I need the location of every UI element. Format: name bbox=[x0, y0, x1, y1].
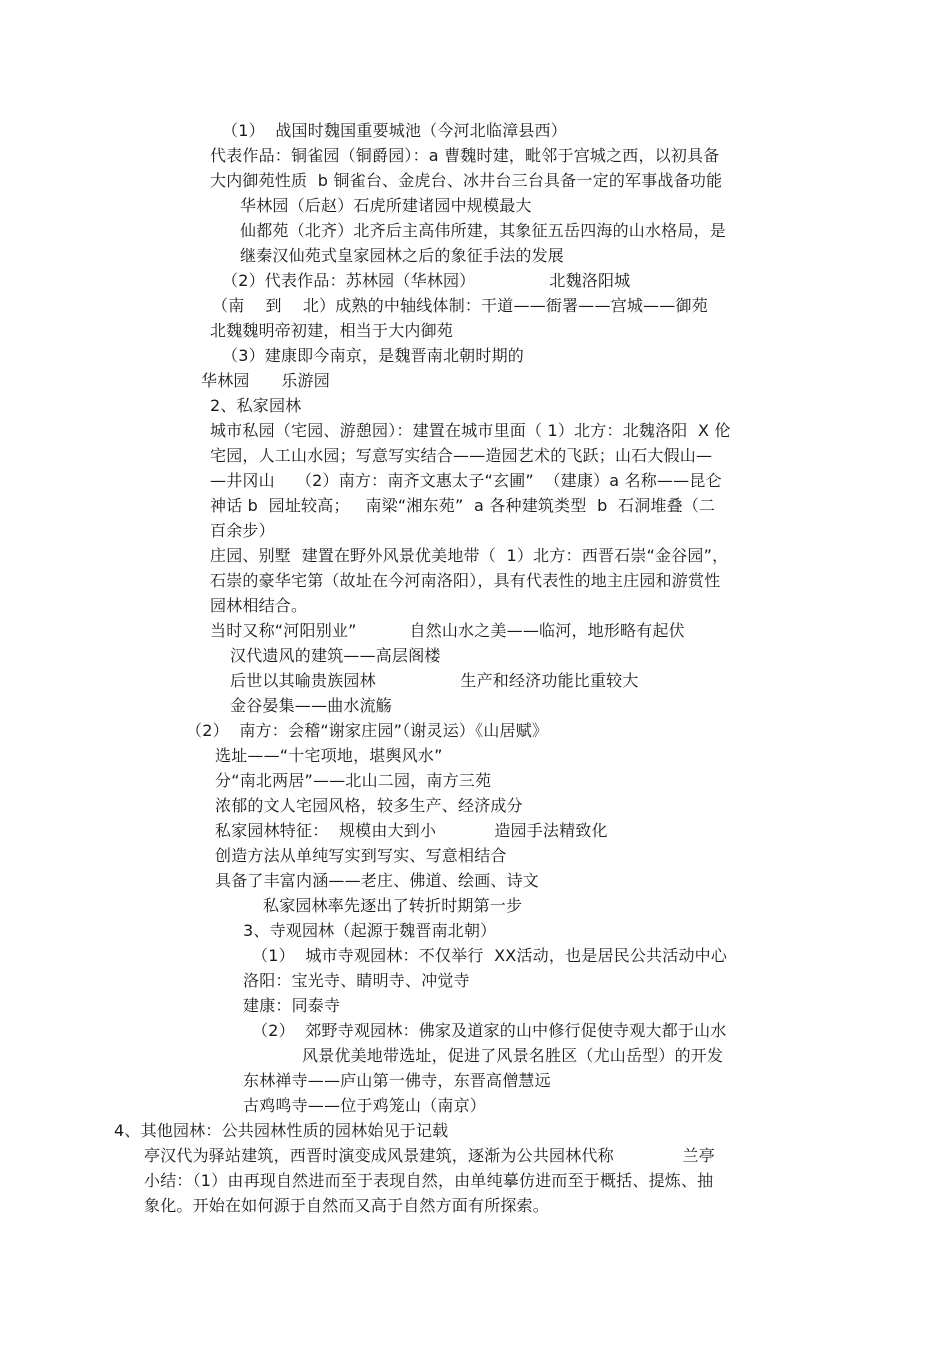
text-line: 宅园，人工山水园；写意写实结合——造园艺术的飞跃；山石大假山— bbox=[210, 446, 713, 465]
text-line: 古鸡鸣寺——位于鸡笼山（南京） bbox=[243, 1096, 487, 1115]
text-line: 具备了丰富内涵——老庄、佛道、绘画、诗文 bbox=[215, 871, 540, 890]
section-heading: 4、其他园林：公共园林性质的园林始见于记载 bbox=[114, 1121, 449, 1140]
text-line: 金谷晏集——曲水流觞 bbox=[230, 696, 393, 715]
text-line: 亭汉代为驿站建筑，西晋时演变成风景建筑，逐渐为公共园林代称 兰亭 bbox=[144, 1146, 715, 1165]
text-line: 华林园 乐游园 bbox=[201, 371, 330, 390]
text-line: （2） 南方：会稽“谢家庄园”（谢灵运）《山居赋》 bbox=[186, 721, 549, 740]
text-line: 神话 b 园址较高； 南梁“湘东苑” a 各种建筑类型 b 石洞堆叠（二 bbox=[210, 496, 716, 515]
text-line: 后世以其喻贵族园林 生产和经济功能比重较大 bbox=[230, 671, 639, 690]
text-line: 建康：同泰寺 bbox=[243, 996, 341, 1015]
text-line: 北魏魏明帝初建，相当于大内御苑 bbox=[210, 321, 454, 340]
text-line: （2） 郊野寺观园林：佛家及道家的山中修行促使寺观大都于山水 bbox=[252, 1021, 727, 1040]
text-line: 石崇的豪华宅第（故址在今河南洛阳），具有代表性的地主庄园和游赏性 bbox=[210, 571, 721, 590]
text-line: 东林禅寺——庐山第一佛寺，东晋高僧慧远 bbox=[243, 1071, 551, 1090]
text-line: （南 到 北）成熟的中轴线体制：干道——衙署——宫城——御苑 bbox=[212, 296, 708, 315]
text-line: —井冈山 （2）南方：南齐文惠太子“玄圃” （建康）a 名称——昆仑 bbox=[210, 471, 722, 490]
text-line: 大内御苑性质 b 铜雀台、金虎台、冰井台三台具备一定的军事战备功能 bbox=[210, 171, 723, 190]
text-line: 继秦汉仙苑式皇家园林之后的象征手法的发展 bbox=[240, 246, 565, 265]
text-line: 小结：（1）由再现自然进而至于表现自然，由单纯摹仿进而至于概括、提炼、抽 bbox=[144, 1171, 714, 1190]
text-line: （2）代表作品：苏林园（华林园） 北魏洛阳城 bbox=[222, 271, 631, 290]
text-line: 创造方法从单纯写实到写实、写意相结合 bbox=[215, 846, 507, 865]
text-line: 风景优美地带选址，促进了风景名胜区（尤山岳型）的开发 bbox=[302, 1046, 724, 1065]
section-heading: 2、私家园林 bbox=[210, 396, 302, 415]
text-line: 园林相结合。 bbox=[210, 596, 308, 615]
text-line: 选址——“十宅项地，堪舆风水” bbox=[215, 746, 443, 765]
text-line: （3）建康即今南京，是魏晋南北朝时期的 bbox=[222, 346, 524, 365]
text-line: 洛阳：宝光寺、睛明寺、冲觉寺 bbox=[243, 971, 470, 990]
text-line: 私家园林率先逐出了转折时期第一步 bbox=[263, 896, 523, 915]
text-line: 庄园、别墅 建置在野外风景优美地带（ 1）北方：西晋石崇“金谷园”， bbox=[210, 546, 729, 565]
section-heading: 3、寺观园林（起源于魏晋南北朝） bbox=[243, 921, 497, 940]
text-line: （1） 战国时魏国重要城池（今河北临漳县西） bbox=[222, 121, 567, 140]
text-line: 分“南北两居”——北山二园，南方三苑 bbox=[215, 771, 492, 790]
text-line: 仙都苑（北齐）北齐后主高伟所建，其象征五岳四海的山水格局，是 bbox=[240, 221, 727, 240]
text-line: 象化。开始在如何源于自然而又高于自然方面有所探索。 bbox=[144, 1196, 550, 1215]
text-line: 汉代遗风的建筑——高层阁楼 bbox=[230, 646, 441, 665]
text-line: 华林园（后赵）石虎所建诸园中规模最大 bbox=[240, 196, 532, 215]
text-line: （1） 城市寺观园林：不仅举行 XX活动，也是居民公共活动中心 bbox=[252, 946, 728, 965]
text-line: 私家园林特征： 规模由大到小 造园手法精致化 bbox=[215, 821, 608, 840]
text-line: 百余步） bbox=[210, 521, 275, 540]
text-line: 代表作品：铜雀园（铜爵园）：a 曹魏时建，毗邻于宫城之西，以初具备 bbox=[210, 146, 720, 165]
text-line: 当时又称“河阳别业” 自然山水之美——临河，地形略有起伏 bbox=[210, 621, 685, 640]
text-line: 城市私园（宅园、游憩园）：建置在城市里面（ 1）北方：北魏洛阳 X 伦 bbox=[210, 421, 731, 440]
text-line: 浓郁的文人宅园风格，较多生产、经济成分 bbox=[215, 796, 523, 815]
